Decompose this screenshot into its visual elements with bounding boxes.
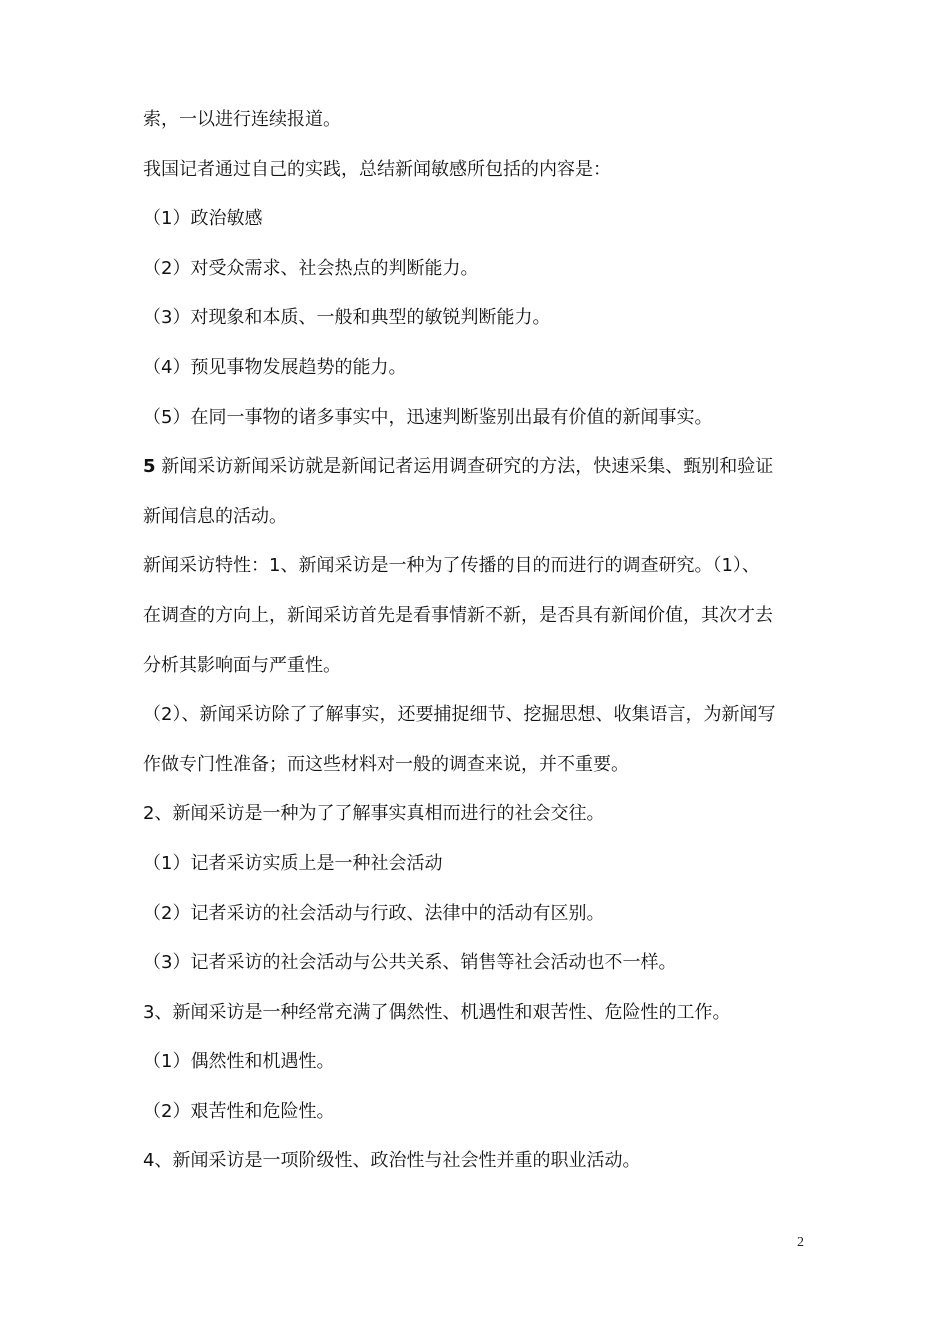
text-line <box>143 301 823 351</box>
text-line <box>143 748 823 798</box>
text-line-content: （3）记者采访的社会活动与公共关系、销售等社会活动也不一样。 <box>143 952 677 974</box>
text-line-content: （1）记者采访实质上是一种社会活动 <box>143 852 443 874</box>
text-line-content: 索，一以进行连续报道。 <box>143 109 341 130</box>
text-line <box>143 1144 823 1194</box>
text-line <box>143 1095 823 1145</box>
text-line-content: （2）、新闻采访除了了解事实，还要捕捉细节、挖掘思想、收集语言，为新闻写 <box>143 704 776 726</box>
section-number: 5 <box>143 456 156 478</box>
text-line <box>143 649 823 699</box>
text-line-content: （3）对现象和本质、一般和典型的敏锐判断能力。 <box>143 307 551 329</box>
text-line <box>143 252 823 302</box>
text-line-content: （4）预见事物发展趋势的能力。 <box>143 356 407 378</box>
document-body <box>143 103 823 1194</box>
text-line <box>143 897 823 947</box>
text-line <box>143 847 823 897</box>
text-line <box>143 153 823 203</box>
text-line-content: 3、新闻采访是一种经常充满了偶然性、机遇性和艰苦性、危险性的工作。 <box>143 1001 731 1023</box>
text-line <box>143 996 823 1046</box>
text-line <box>143 500 823 550</box>
text-line <box>143 1045 823 1095</box>
text-line-content: 分析其影响面与严重性。 <box>143 654 341 676</box>
text-line-content: （2）对受众需求、社会热点的判断能力。 <box>143 257 479 279</box>
text-line <box>143 599 823 649</box>
text-line-content: （1）政治敏感 <box>143 208 263 230</box>
text-line-content: 新闻采访新闻采访就是新闻记者运用调查研究的方法，快速采集、甄别和验证 <box>155 456 774 478</box>
text-line <box>143 351 823 401</box>
text-line <box>143 103 823 153</box>
text-line-content: 作做专门性准备；而这些材料对一般的调查来说，并不重要。 <box>143 753 629 775</box>
text-line <box>143 549 823 599</box>
text-line-content: 在调查的方向上，新闻采访首先是看事情新不新，是否具有新闻价值，其次才去 <box>143 604 773 626</box>
text-line <box>143 401 823 451</box>
text-line <box>143 450 823 500</box>
text-line <box>143 202 823 252</box>
page-number: 2 <box>797 1235 804 1250</box>
text-line <box>143 797 823 847</box>
text-line-content: 新闻采访特性：1、新闻采访是一种为了传播的目的而进行的调查研究。（1）、 <box>143 555 760 577</box>
text-line-content: 新闻信息的活动。 <box>143 505 287 527</box>
text-line-content: （2）艰苦性和危险性。 <box>143 1100 335 1122</box>
text-line-content: 4、新闻采访是一项阶级性、政治性与社会性并重的职业活动。 <box>143 1150 641 1172</box>
text-line-content: 我国记者通过自己的实践，总结新闻敏感所包括的内容是： <box>143 158 611 180</box>
text-line-content: （2）记者采访的社会活动与行政、法律中的活动有区别。 <box>143 902 605 924</box>
text-line <box>143 946 823 996</box>
text-line-content: （1）偶然性和机遇性。 <box>143 1051 335 1073</box>
text-line-content: 2、新闻采访是一种为了了解事实真相而进行的社会交往。 <box>143 803 605 825</box>
text-line-content: （5）在同一事物的诸多事实中，迅速判断鉴别出最有价值的新闻事实。 <box>143 406 713 428</box>
text-line <box>143 698 823 748</box>
